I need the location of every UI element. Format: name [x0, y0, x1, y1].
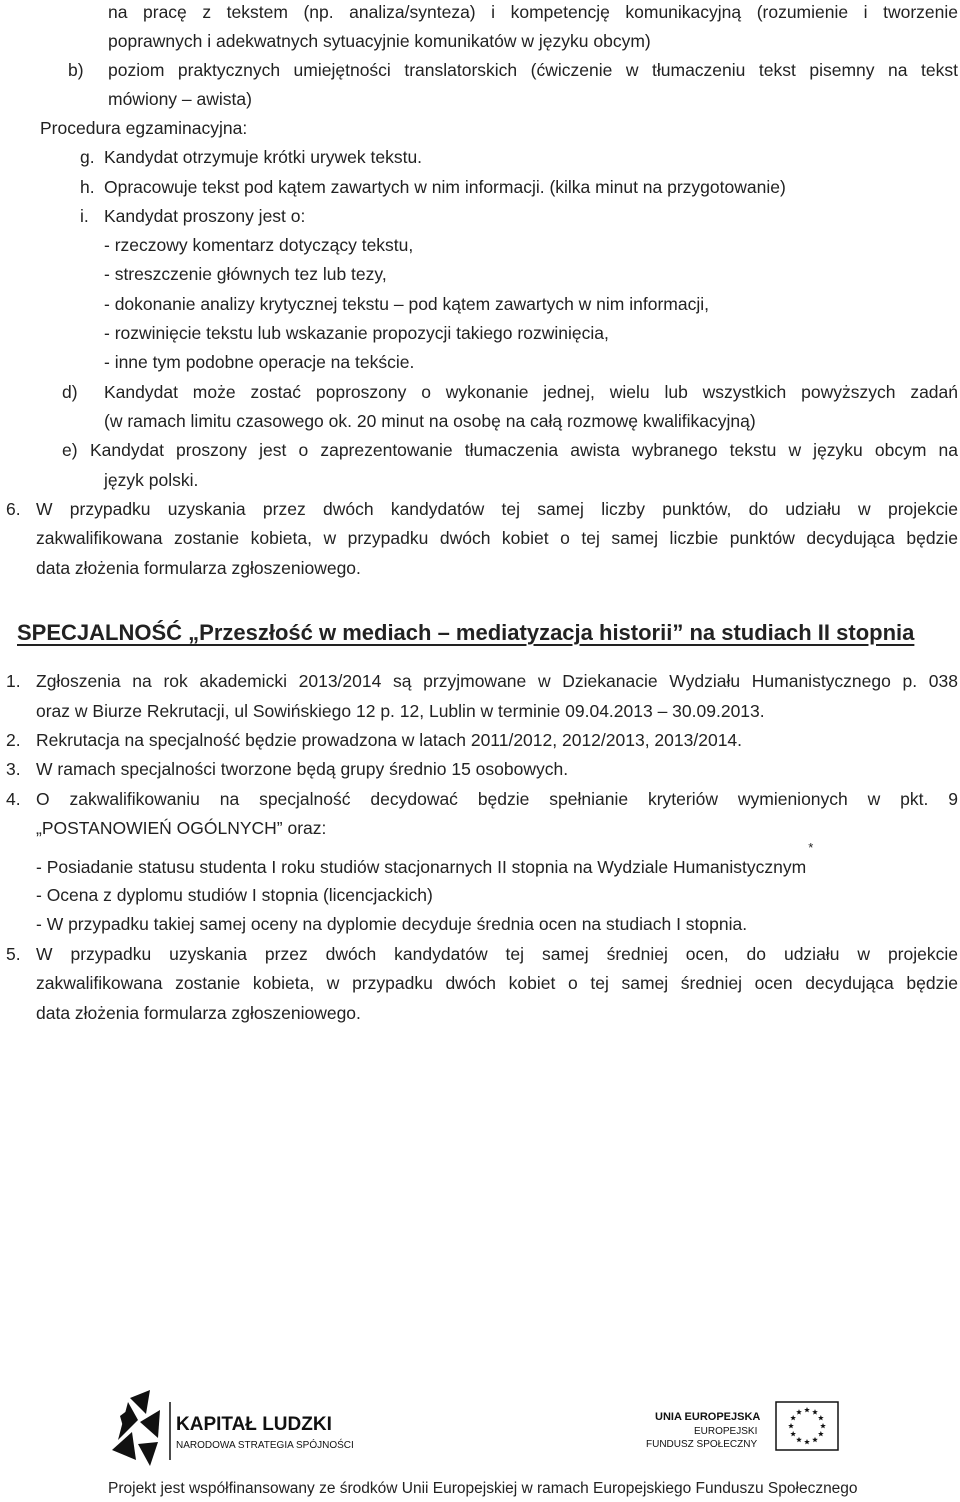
eu-line-2: EUROPEJSKI: [694, 1426, 758, 1437]
kapital-ludzki-logo: [0, 1380, 960, 1470]
item-i-sub-4: - rozwinięcie tekstu lub wskazanie propozycji takiego rozwinięcia,: [104, 323, 609, 343]
point-3-label: 3.: [6, 759, 21, 779]
item-i-text: Kandydat proszony jest o:: [104, 206, 306, 226]
item-b-label: b): [68, 60, 84, 80]
point-5-label: 5.: [6, 944, 21, 964]
point-1-line-2: oraz w Biurze Rekrutacji, ul Sowińskiego 12 p. 12, Lublin w terminie 09.04.2013 – 30.09.2013.: [36, 701, 765, 721]
point-6-line-1: W przypadku uzyskania przez dwóch kandydatów tej samej liczby punktów, do udziału w projekcie: [36, 499, 958, 519]
procedure-title: Procedura egzaminacyjna:: [40, 118, 248, 138]
item-h-text: Opracowuje tekst pod kątem zawartych w nim informacji. (kilka minut na przygotowanie): [104, 177, 786, 197]
eu-line-3: FUNDUSZ SPOŁECZNY: [646, 1439, 758, 1450]
continuation-line-1: na pracę z tekstem (np. analiza/synteza) i kompetencję komunikacyjną (rozumienie i tworzenie: [108, 2, 958, 22]
point-4-label: 4.: [6, 789, 21, 809]
item-g-label: g.: [80, 147, 95, 167]
item-i-sub-1: - rzeczowy komentarz dotyczący tekstu,: [104, 235, 414, 255]
point-4-sub-1-text: - Posiadanie statusu studenta I roku studiów stacjonarnych II stopnia na Wydziale Humanistycznym: [36, 856, 807, 877]
item-b-line-2: mówiony – awista): [108, 89, 252, 109]
item-d-label: d): [62, 382, 78, 402]
point-1-label: 1.: [6, 671, 21, 691]
point-6-line-2: zakwalifikowana zostanie kobieta, w przypadku dwóch kobiet o tej samej liczbie punktów decydująca będzie: [36, 528, 958, 548]
item-d-line-2: (w ramach limitu czasowego ok. 20 minut na osobę na całą rozmowę kwalifikacyjną): [104, 411, 756, 431]
point-5-line-2: zakwalifikowana zostanie kobieta, w przypadku dwóch kobiet o tej samej średniej ocen decydująca będzie: [36, 973, 958, 993]
item-d-line-1: Kandydat może zostać poproszony o wykonanie jednej, wielu lub wszystkich powyższych zadań: [104, 382, 958, 402]
item-i-sub-5: - inne tym podobne operacje na tekście.: [104, 352, 415, 372]
footer-note: Projekt jest współfinansowany ze środków Unii Europejskiej w ramach Europejskiego Funduszu Społecznego: [108, 1480, 858, 1497]
kl-subtitle: NARODOWA STRATEGIA SPÓJNOŚCI: [176, 1440, 354, 1451]
point-4-sub-2: - Ocena z dyplomu studiów I stopnia (licencjackich): [36, 885, 433, 905]
point-2-text: Rekrutacja na specjalność będzie prowadzona w latach 2011/2012, 2012/2013, 2013/2014.: [36, 730, 743, 750]
point-1-line-1: Zgłoszenia na rok akademicki 2013/2014 są przyjmowane w Dziekanacie Wydziału Humanistycznego p. 038: [36, 671, 958, 691]
footer-logos: [0, 1380, 960, 1470]
item-e-line-1: Kandydat proszony jest o zaprezentowanie tłumaczenia awista wybranego tekstu w języku obcym na: [90, 440, 958, 460]
item-i-sub-2: - streszczenie głównych tez lub tezy,: [104, 264, 387, 284]
point-2-label: 2.: [6, 730, 21, 750]
item-e-label: e): [62, 440, 78, 460]
item-e-line-2: język polski.: [104, 470, 199, 490]
point-4-line-1: O zakwalifikowaniu na specjalność decydować będzie spełnianie kryteriów wymienionych w pkt. 9: [36, 789, 958, 809]
item-i-sub-3: - dokonanie analizy krytycznej tekstu – pod kątem zawartych w nim informacji,: [104, 294, 709, 314]
continuation-line-2: poprawnych i adekwatnych sytuacyjnie komunikatów w języku obcym): [108, 31, 651, 51]
point-6-line-3: data złożenia formularza zgłoszeniowego.: [36, 558, 361, 578]
point-5-line-3: data złożenia formularza zgłoszeniowego.: [36, 1003, 361, 1023]
point-4-line-2: „POSTANOWIEŃ OGÓLNYCH” oraz:: [36, 818, 327, 838]
point-4-sub-1: [36, 840, 814, 877]
eu-line-1: UNIA EUROPEJSKA: [655, 1411, 761, 1423]
footnote-mark: *: [808, 840, 814, 855]
item-i-label: i.: [80, 206, 89, 226]
item-b-line-1: poziom praktycznych umiejętności translatorskich (ćwiczenie w tłumaczeniu tekst pisemny na tekst: [108, 60, 958, 80]
kapital-ludzki-emblem-icon: [112, 1390, 160, 1466]
item-h-label: h.: [80, 177, 95, 197]
point-3-text: W ramach specjalności tworzone będą grupy średnio 15 osobowych.: [36, 759, 569, 779]
eu-flag-icon: [776, 1402, 838, 1450]
kl-title: KAPITAŁ LUDZKI: [176, 1414, 332, 1435]
point-5-line-1: W przypadku uzyskania przez dwóch kandydatów tej samej średniej ocen, do udziału w projekcie: [36, 944, 958, 964]
point-6-label: 6.: [6, 499, 21, 519]
section-heading: SPECJALNOŚĆ „Przeszłość w mediach – mediatyzacja historii” na studiach II stopnia: [17, 620, 915, 645]
point-4-sub-3: - W przypadku takiej samej oceny na dyplomie decyduje średnia ocen na studiach I stopnia.: [36, 914, 748, 934]
item-g-text: Kandydat otrzymuje krótki urywek tekstu.: [104, 147, 423, 167]
